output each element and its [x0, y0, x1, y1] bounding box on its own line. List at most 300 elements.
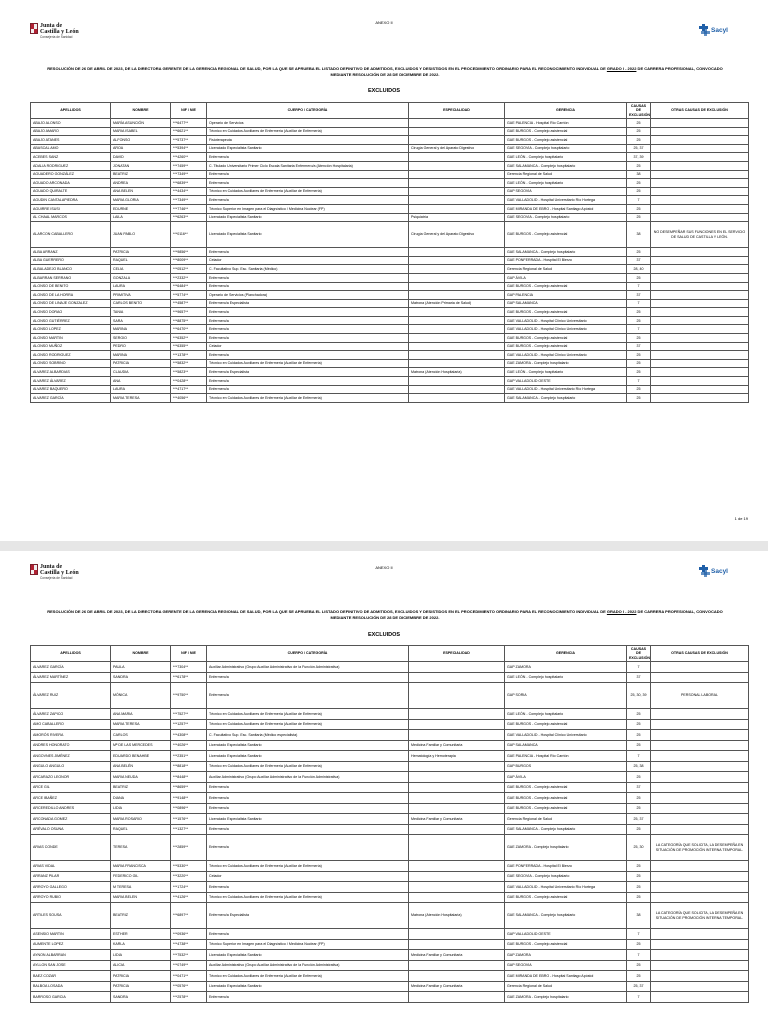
table-row: [31, 136, 749, 145]
cell-management: GAE BURGOS - Complejo asistencial: [505, 282, 627, 291]
org-line-1: Junta de: [40, 564, 63, 570]
sacyl-wordmark: Sacyl: [711, 26, 728, 34]
cell-name: PAULA: [111, 662, 171, 673]
cell-name: ANA BELÉN: [111, 761, 171, 772]
cell-specialty: [409, 793, 505, 804]
cell-name: BEATRIZ: [111, 903, 171, 929]
cell-exclusion-causes: 25: [627, 803, 651, 814]
cell-category: Técnico en Cuidados Auxiliares de Enfermería (Auxiliar de Enfermería): [207, 187, 409, 196]
cell-management: GAP SALAMANCA: [505, 299, 627, 308]
cell-specialty: [409, 672, 505, 683]
table-body: [31, 119, 749, 403]
table-row: [31, 683, 749, 709]
cell-exclusion-causes: 37: [627, 672, 651, 683]
cell-exclusion-causes: 25: [627, 730, 651, 741]
cell-management: GAP ZAMORA: [505, 662, 627, 673]
cell-other-causes: [651, 672, 749, 683]
cell-exclusion-causes: 25: [627, 179, 651, 188]
cell-category: Enfermero/a Especialista: [207, 368, 409, 377]
cell-name: DIANA: [111, 793, 171, 804]
table-row: [31, 385, 749, 394]
cell-exclusion-causes: 37: [627, 342, 651, 351]
resolution-heading: RESOLUCIÓN DE 26 DE ABRIL DE 2023, DE LA DIRECTORA GERENTE DE LA GERENCIA REGIONAL DE SALUD, POR LA QUE SE APRUEBA EL LISTADO DEFINITIVO DE ADMITIDOS, EXCLUIDOS Y DESISTIDOS EN EL PROCEDIMIENTO ORDINARIO PARA EL RECONOCIMIENTO INDIVIDUAL DE GRADO I - 2022 DE CARRERA PROFESIONAL, CONVOCADO MEDIANTE RESOLUCIÓN DE 28 DE DICIEMBRE DE 2022.: [47, 609, 723, 620]
cell-management: GAE SALAMANCA - Complejo hospitalario: [505, 824, 627, 835]
cell-surname: ALONSO GUTIÉRREZ: [31, 316, 111, 325]
cell-management: GAP BURGOS: [505, 761, 627, 772]
cell-category: Licenciado Especialista Sanitario: [207, 814, 409, 825]
cell-management: GAE BURGOS - Complejo asistencial: [505, 782, 627, 793]
cell-category: Enfermero/a: [207, 385, 409, 394]
cell-surname: ALBA ARRANZ: [31, 248, 111, 257]
cell-specialty: [409, 334, 505, 343]
cell-surname: AGUADERO GONZÁLEZ: [31, 170, 111, 179]
cell-surname: ARCEREDILLO ANDRES: [31, 803, 111, 814]
cell-other-causes: [651, 929, 749, 940]
cell-other-causes: [651, 256, 749, 265]
table-row: [31, 394, 749, 403]
cell-category: Técnico en Cuidados Auxiliares de Enfermería (Auxiliar de Enfermería): [207, 709, 409, 720]
cell-name: BEATRIZ: [111, 170, 171, 179]
cell-name: ANA BELEN: [111, 187, 171, 196]
cell-surname: ARRANZ PILAR: [31, 871, 111, 882]
cell-nif: ***2859**: [171, 835, 207, 861]
cell-nif: ***7349**: [171, 196, 207, 205]
cell-nif: ***0936**: [171, 929, 207, 940]
cell-nif: ***7304**: [171, 662, 207, 673]
cell-specialty: [409, 282, 505, 291]
cell-exclusion-causes: 7: [627, 992, 651, 1003]
section-title: EXCLUIDOS: [367, 88, 401, 94]
org-line-1: Junta de: [40, 23, 63, 29]
cell-specialty: [409, 127, 505, 136]
cell-category: Enfermero/a: [207, 316, 409, 325]
cell-other-causes: [651, 119, 749, 128]
cell-nif: ***2351**: [171, 751, 207, 762]
cell-nif: ***9148**: [171, 793, 207, 804]
cell-exclusion-causes: 38: [627, 222, 651, 248]
cell-name: FEDERICO GIL: [111, 871, 171, 882]
table-row: [31, 144, 749, 153]
cell-surname: ALONSO DE LA HORRA: [31, 291, 111, 300]
cell-management: GAE MIRANDA DE EBRO - Hospital Santiago Apóstol: [505, 204, 627, 213]
cell-surname: ALBARRAN SERRANO: [31, 273, 111, 282]
cell-management: GAE SALAMANCA - Complejo hospitalario: [505, 903, 627, 929]
cell-exclusion-causes: 25: [627, 316, 651, 325]
cell-nif: ***0512**: [171, 265, 207, 274]
cell-nif: ***4056**: [171, 394, 207, 403]
cell-management: GAE BURGOS - Complejo asistencial: [505, 793, 627, 804]
table-body: [31, 662, 749, 1003]
cell-specialty: Hematología y Hemoterapia: [409, 751, 505, 762]
cell-category: Enfermero/a: [207, 377, 409, 386]
cell-specialty: [409, 196, 505, 205]
cell-surname: AYLLON SAN JOSE: [31, 960, 111, 971]
cell-exclusion-causes: 25: [627, 892, 651, 903]
table-row: [31, 950, 749, 961]
table-row: [31, 161, 749, 170]
cell-exclusion-causes: 25: [627, 971, 651, 982]
table-row: [31, 709, 749, 720]
cell-other-causes: [651, 144, 749, 153]
cell-exclusion-causes: 25: [627, 119, 651, 128]
cell-management: GAE VALLADOLID - Hospital Clínico Universitario: [505, 351, 627, 360]
cell-management: GAE MIRANDA DE EBRO - Hospital Santiago Apóstol: [505, 971, 627, 982]
cell-surname: AGUIRRE ISUSI: [31, 204, 111, 213]
document-page-2: [0, 551, 768, 1024]
cell-specialty: [409, 256, 505, 265]
cell-name: LAURA: [111, 282, 171, 291]
cell-name: Mª DE LAS MERCEDES: [111, 740, 171, 751]
cell-name: AROA: [111, 144, 171, 153]
cell-nif: ***4717**: [171, 385, 207, 394]
cell-nif: ***4738**: [171, 939, 207, 950]
cell-surname: AMORÓS RIVERA: [31, 730, 111, 741]
cell-category: C. Facultativo Sup. Esc. Sanitaria (Médico): [207, 265, 409, 274]
cell-management: GAE SEGOVIA - Complejo hospitalario: [505, 213, 627, 222]
table-row: [31, 793, 749, 804]
cell-specialty: [409, 273, 505, 282]
cell-exclusion-causes: 25: [627, 308, 651, 317]
cell-specialty: [409, 351, 505, 360]
cell-exclusion-causes: 25, 30: [627, 835, 651, 861]
section-title: EXCLUIDOS: [367, 632, 401, 638]
table-row: [31, 871, 749, 882]
cell-category: Enfermero/a: [207, 170, 409, 179]
cell-specialty: Medicina Familiar y Comunitaria: [409, 950, 505, 961]
cell-management: Gerencia Regional de Salud: [505, 981, 627, 992]
cell-exclusion-causes: 38: [627, 170, 651, 179]
cell-management: GAE VALLADOLID - Hospital Universitario Río Hortega: [505, 196, 627, 205]
cell-management: GAP SORIA: [505, 683, 627, 709]
cell-management: GAE SALAMANCA - Complejo hospitalario: [505, 161, 627, 170]
org-line-2: Castilla y León: [40, 29, 79, 35]
cell-exclusion-causes: 7: [627, 950, 651, 961]
cell-management: GAE SEGOVIA - Complejo hospitalario: [505, 871, 627, 882]
cell-surname: ALONSO DE BENITO: [31, 282, 111, 291]
table-row: [31, 761, 749, 772]
cell-specialty: [409, 892, 505, 903]
cell-other-causes: [651, 761, 749, 772]
cell-category: Enfermero/a: [207, 196, 409, 205]
table-row: [31, 204, 749, 213]
cell-nif: ***5823**: [171, 368, 207, 377]
cell-other-causes: [651, 662, 749, 673]
cell-category: Enfermero/a: [207, 351, 409, 360]
cell-management: GAP VALLADOLID OESTE: [505, 929, 627, 940]
cell-specialty: [409, 161, 505, 170]
cell-specialty: [409, 316, 505, 325]
cell-management: GAE BURGOS - Complejo asistencial: [505, 127, 627, 136]
table-row: [31, 814, 749, 825]
cell-name: LIDIA: [111, 950, 171, 961]
cell-category: Celador: [207, 256, 409, 265]
cell-specialty: [409, 265, 505, 274]
excluded-table: [30, 645, 749, 1003]
cell-other-causes: [651, 334, 749, 343]
cell-name: MARIA NEUDA: [111, 772, 171, 783]
table-row: [31, 170, 749, 179]
cell-category: Licenciado Especialista Sanitario: [207, 981, 409, 992]
cell-surname: ALARCON CABALLERO: [31, 222, 111, 248]
cell-other-causes: [651, 351, 749, 360]
cell-specialty: Medicina Familiar y Comunitaria: [409, 981, 505, 992]
cell-management: GAP SEGOVIA: [505, 960, 627, 971]
table-row: [31, 662, 749, 673]
cell-surname: ALONSO MUÑOZ: [31, 342, 111, 351]
cell-exclusion-causes: 37: [627, 782, 651, 793]
cell-name: MARIA ROSARIO: [111, 814, 171, 825]
cell-specialty: [409, 187, 505, 196]
cell-management: GAE VALLADOLID - Hospital Universitario Río Hortega: [505, 385, 627, 394]
cell-other-causes: [651, 368, 749, 377]
cell-surname: ABAJO ATANES: [31, 136, 111, 145]
cell-management: GAE ZAMORA - Complejo hospitalario: [505, 992, 627, 1003]
cell-exclusion-causes: 25: [627, 213, 651, 222]
cell-exclusion-causes: 25: [627, 960, 651, 971]
cell-surname: ÁLVAREZ MARTÍNEZ: [31, 672, 111, 683]
cell-nif: ***6897**: [171, 903, 207, 929]
cell-nif: ***4587**: [171, 299, 207, 308]
cell-exclusion-causes: 7: [627, 662, 651, 673]
cell-nif: ***6263**: [171, 213, 207, 222]
cell-specialty: [409, 772, 505, 783]
cell-name: JONATAN: [111, 161, 171, 170]
cell-exclusion-causes: 25: [627, 136, 651, 145]
cell-nif: ***6355**: [171, 342, 207, 351]
cell-nif: ***0116**: [171, 222, 207, 248]
cell-other-causes: [651, 316, 749, 325]
cell-name: KARLA: [111, 939, 171, 950]
cell-category: Operario de Servicios: [207, 119, 409, 128]
cell-name: CARLOS BENITO: [111, 299, 171, 308]
table-row: [31, 929, 749, 940]
cell-specialty: [409, 835, 505, 861]
cell-category: Técnico en Cuidados Auxiliares de Enfermería (Auxiliar de Enfermería): [207, 971, 409, 982]
column-header-nif: NIF / NIE: [171, 103, 207, 119]
cell-exclusion-causes: 25, 38: [627, 761, 651, 772]
cell-exclusion-causes: 25: [627, 351, 651, 360]
cell-surname: ABAJO AMARO: [31, 127, 111, 136]
cell-nif: ***5774**: [171, 291, 207, 300]
cell-specialty: [409, 683, 505, 709]
cell-specialty: [409, 119, 505, 128]
annex-label: ANEXO II: [375, 565, 393, 570]
cell-specialty: [409, 179, 505, 188]
org-line-3: Consejería de Sanidad: [40, 35, 73, 39]
cell-nif: ***7532**: [171, 950, 207, 961]
table-row: [31, 730, 749, 741]
cell-category: Enfermero/a: [207, 325, 409, 334]
column-header-management: GERENCIA: [505, 646, 627, 662]
cell-specialty: [409, 761, 505, 772]
cell-management: GAP SEGOVIA: [505, 187, 627, 196]
cell-category: Licenciado Especialista Sanitario: [207, 213, 409, 222]
column-header-other-causes: OTRAS CAUSAS DE EXCLUSIÓN: [651, 103, 749, 119]
cell-exclusion-causes: 25: [627, 882, 651, 893]
cell-exclusion-causes: 25: [627, 204, 651, 213]
cell-name: TANIA: [111, 308, 171, 317]
cell-other-causes: [651, 861, 749, 872]
cell-category: Enfermero/a Especialista: [207, 299, 409, 308]
cell-specialty: [409, 377, 505, 386]
cell-surname: ALONSO DE LINAJE GONZALEZ: [31, 299, 111, 308]
cell-name: CARLOS: [111, 730, 171, 741]
cell-specialty: Psiquiatría: [409, 213, 505, 222]
cell-name: MARIA GLORIA: [111, 196, 171, 205]
page-separator: [0, 541, 768, 551]
cell-other-causes: NO DESEMPEÑAR SUS FUNCIONES EN EL SERVICIO DE SALUD DE CASTILLA Y LEÓN.: [651, 222, 749, 248]
table-row: [31, 256, 749, 265]
column-header-other-causes: OTRAS CAUSAS DE EXCLUSIÓN: [651, 646, 749, 662]
cell-name: TERESA: [111, 835, 171, 861]
table-row: [31, 992, 749, 1003]
cell-exclusion-causes: 25: [627, 385, 651, 394]
cell-name: MARIA TERESA: [111, 719, 171, 730]
table-row: [31, 273, 749, 282]
cell-category: Celador: [207, 342, 409, 351]
cell-surname: ALVAREZ ÁLVAREZ: [31, 377, 111, 386]
table-row: [31, 377, 749, 386]
cell-name: PATRICIA: [111, 971, 171, 982]
cell-name: LIDIA: [111, 803, 171, 814]
org-line-3: Consejería de Sanidad: [40, 576, 73, 580]
cell-nif: ***4026**: [171, 740, 207, 751]
cell-name: MARÍA ASUNCIÓN: [111, 119, 171, 128]
cell-category: Enfermero/a: [207, 882, 409, 893]
cell-exclusion-causes: 25: [627, 248, 651, 257]
cell-surname: ABASCAL AMO: [31, 144, 111, 153]
cell-surname: ARCE GIL: [31, 782, 111, 793]
cell-other-causes: [651, 282, 749, 291]
cell-surname: ACEBES SANZ: [31, 153, 111, 162]
cell-category: Enfermero/a: [207, 793, 409, 804]
table-row: [31, 334, 749, 343]
cell-exclusion-causes: 25: [627, 861, 651, 872]
cell-specialty: [409, 385, 505, 394]
cell-category: Técnico en Cuidados Auxiliares de Enfermería (Auxiliar de Enfermería): [207, 892, 409, 903]
cell-other-causes: [651, 170, 749, 179]
cell-other-causes: [651, 394, 749, 403]
cell-category: Técnico en Cuidados Auxiliares de Enfermería (Auxiliar de Enfermería): [207, 761, 409, 772]
table-row: [31, 971, 749, 982]
cell-nif: ***9856**: [171, 248, 207, 257]
cell-category: Licenciado Especialista Sanitario: [207, 222, 409, 248]
cell-specialty: [409, 929, 505, 940]
table-row: [31, 368, 749, 377]
cell-other-causes: [651, 342, 749, 351]
cell-category: Enfermero/a Especialista: [207, 903, 409, 929]
cell-category: Enfermero/a: [207, 153, 409, 162]
cell-nif: ***6178**: [171, 672, 207, 683]
cell-category: Técnico en Cuidados Auxiliares de Enfermería (Auxiliar de Enfermería): [207, 861, 409, 872]
table-row: [31, 824, 749, 835]
cell-other-causes: [651, 871, 749, 882]
cell-category: Técnico en Cuidados Auxiliares de Enfermería (Auxiliar de Enfermería): [207, 719, 409, 730]
cell-name: CLAUDIA: [111, 368, 171, 377]
table-row: [31, 316, 749, 325]
cell-management: GAP SALAMANCA: [505, 740, 627, 751]
cell-other-causes: [651, 213, 749, 222]
cell-management: GAE VALLADOLID - Hospital Universitario Río Hortega: [505, 882, 627, 893]
cell-other-causes: [651, 960, 749, 971]
cell-management: GAE LEÓN - Complejo hospitalario: [505, 709, 627, 720]
cell-surname: ÁLVAREZ ZAPICO: [31, 709, 111, 720]
cell-exclusion-causes: 25: [627, 187, 651, 196]
cell-other-causes: [651, 153, 749, 162]
cell-category: Fisioterapeuta: [207, 136, 409, 145]
cell-management: GAE BURGOS - Complejo asistencial: [505, 892, 627, 903]
cell-management: GAE VALLADOLID - Hospital Clínico Universitario: [505, 730, 627, 741]
cell-surname: ALONSO DORAO: [31, 308, 111, 317]
cell-name: ESTHER: [111, 929, 171, 940]
cell-name: ANDREA: [111, 179, 171, 188]
cell-specialty: [409, 871, 505, 882]
cell-management: GAE BURGOS - Complejo asistencial: [505, 334, 627, 343]
table-row: [31, 325, 749, 334]
table-row: [31, 127, 749, 136]
cell-category: Enfermero/a: [207, 334, 409, 343]
cell-category: Celador: [207, 871, 409, 882]
cell-specialty: Matrona (Atención Hospitalaria): [409, 368, 505, 377]
sacyl-crosses-icon: [698, 24, 710, 36]
cell-exclusion-causes: 25, 37: [627, 814, 651, 825]
table-row: [31, 153, 749, 162]
cell-surname: ARIAS CONDE: [31, 835, 111, 861]
cell-surname: AGUADO QUIRALTE: [31, 187, 111, 196]
cell-category: Enfermero/a: [207, 273, 409, 282]
cell-exclusion-causes: 25: [627, 273, 651, 282]
cell-management: GAE BURGOS - Complejo asistencial: [505, 939, 627, 950]
cell-management: GAE ZAMORA - Complejo hospitalario: [505, 359, 627, 368]
cell-surname: ARTILES SOUSA: [31, 903, 111, 929]
cell-exclusion-causes: 7: [627, 196, 651, 205]
cell-management: GAE LEÓN - Complejo hospitalario: [505, 368, 627, 377]
cell-nif: ***3220**: [171, 871, 207, 882]
cell-surname: ALVAREZ ALBARDIAS: [31, 368, 111, 377]
cell-surname: ASENSIO MARTIN: [31, 929, 111, 940]
cell-other-causes: LA CATEGORÍA QUE SOLICITA, LA DESEMPEÑA EN SITUACIÓN DE PROMOCIÓN INTERNA TEMPORAL.: [651, 835, 749, 861]
cell-category: C. Titulado Universitario Primer Ciclo Escala Sanitaria Enfermero/a (Atención Hospitalaria): [207, 161, 409, 170]
cell-surname: ALONSO RODRIGUEZ: [31, 351, 111, 360]
cell-exclusion-causes: 7: [627, 377, 651, 386]
cell-management: GAE PALENCIA - Hospital Río Carrión: [505, 119, 627, 128]
cell-exclusion-causes: 25, 37: [627, 144, 651, 153]
cell-nif: ***7349**: [171, 170, 207, 179]
cell-surname: BAEZ COZAR: [31, 971, 111, 982]
cell-other-causes: [651, 719, 749, 730]
cell-surname: ALBALADEJO BLANCO: [31, 265, 111, 274]
cell-exclusion-causes: 7: [627, 299, 651, 308]
column-header-exclusion-causes: CAUSAS DE EXCLUSIÓN: [627, 103, 651, 119]
cell-specialty: [409, 882, 505, 893]
cell-specialty: [409, 342, 505, 351]
cell-name: GONZALA: [111, 273, 171, 282]
cell-specialty: [409, 939, 505, 950]
cell-name: SARA: [111, 316, 171, 325]
cell-nif: ***6477**: [171, 119, 207, 128]
table-row: [31, 960, 749, 971]
cell-management: GAE LEÓN - Complejo hospitalario: [505, 179, 627, 188]
cell-other-causes: [651, 308, 749, 317]
cell-surname: ANGULO ANGULO: [31, 761, 111, 772]
cell-specialty: Matrona (Atención Primaria de Salud): [409, 299, 505, 308]
cell-specialty: [409, 719, 505, 730]
cell-surname: ALVAREZ BAQUERO: [31, 385, 111, 394]
table-row: [31, 342, 749, 351]
cell-nif: ***8818**: [171, 761, 207, 772]
cell-category: Licenciado Especialista Sanitario: [207, 950, 409, 961]
cell-category: Técnico Superior en Imagen para el Diagnóstico / Medicina Nuclear (FP): [207, 939, 409, 950]
